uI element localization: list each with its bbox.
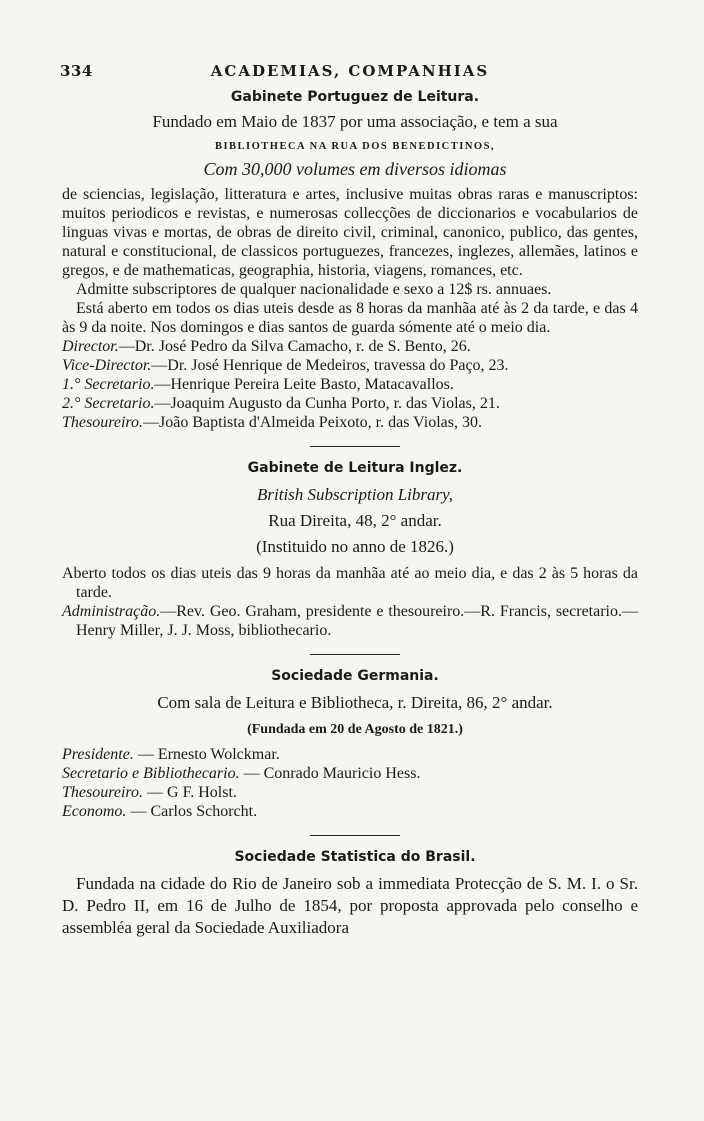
admin-names: —Rev. Geo. Graham, presidente e thesoureiro.—R. Francis, secretario.—Henry Miller, J. J. Moss, bibliothecario. <box>76 603 638 639</box>
officer-role: Vice-Director. <box>62 357 152 374</box>
officer-row <box>62 802 638 821</box>
admin-role: Administração. <box>62 603 161 620</box>
officer-row <box>62 356 638 375</box>
library-name: British Subscription Library, <box>257 485 453 504</box>
officer-role: 1.° Secretario. <box>62 376 155 393</box>
opening-hours: Aberto todos os dias uteis das 9 horas da manhãa até ao meio dia, e das 2 às 5 horas da tarde. <box>62 565 638 601</box>
page-number: 334 <box>60 62 93 80</box>
officer-role: Economo. <box>62 803 127 820</box>
section-title: Gabinete Portuguez de Leitura. <box>230 89 480 105</box>
library-address: Rua Direita, 48, 2° andar. <box>268 511 442 530</box>
officer-name: —Henrique Pereira Leite Basto, Matacavallos. <box>154 376 454 393</box>
officers-list <box>62 337 638 432</box>
officer-row <box>62 413 638 432</box>
officer-name: —Dr. José Henrique de Medeiros, travessa do Paço, 23. <box>151 357 509 374</box>
officer-name: — G F. Holst. <box>143 784 237 801</box>
section-sociedade-germania <box>62 667 638 821</box>
officer-name: —Dr. José Pedro da Silva Camacho, r. de S. Bento, 26. <box>118 338 471 355</box>
section-divider <box>310 446 400 447</box>
volumes-line: Com 30,000 volumes em diversos idiomas <box>203 159 507 179</box>
subscription-terms: Admitte subscriptores de qualquer nacionalidade e sexo a 12$ rs. annuaes. <box>76 281 552 298</box>
founding-line: Fundado em Maio de 1837 por uma associação, e tem a sua <box>152 112 558 131</box>
officer-row <box>62 764 638 783</box>
running-head: ACADEMIAS, COMPANHIAS <box>210 62 490 80</box>
officer-row <box>62 375 638 394</box>
officer-row <box>62 783 638 802</box>
officer-role: 2.° Secretario. <box>62 395 155 412</box>
officer-role: Thesoureiro. <box>62 414 144 431</box>
officer-name: —João Baptista d'Almeida Peixoto, r. das Violas, 30. <box>143 414 482 431</box>
page-content <box>62 88 638 939</box>
page-header <box>60 62 640 84</box>
section-title: Gabinete de Leitura Inglez. <box>247 460 463 476</box>
officer-role: Secretario e Bibliothecario. <box>62 765 240 782</box>
section-title: Sociedade Statistica do Brasil. <box>234 849 476 865</box>
founding-date: (Fundada em 20 de Agosto de 1821.) <box>247 722 463 737</box>
opening-hours: Está aberto em todos os dias uteis desde as 8 horas da manhãa até às 2 da tarde, e das 4 às 9 da noite. Nos domingos e dias santos de guarda sómente até o meio dia. <box>62 300 638 336</box>
officer-name: — Ernesto Wolckmar. <box>133 746 280 763</box>
section-gabinete-inglez <box>62 459 638 640</box>
officer-role: Director. <box>62 338 119 355</box>
library-description: de sciencias, legislação, litteratura e artes, inclusive muitas obras raras e manuscriptos: muitos periodicos e revistas, e numerosas collecções de diccionarios e vocabularios de linguas vivas e mortas, de obras de direito civil, criminal, canonico, publico, das gentes, natural e constitucional, de classicos portuguezes, francezes, inglezes, allemães, latinos e gregos, e de mathematicas, geographia, historia, viagens, romances, etc. <box>62 186 638 279</box>
officer-name: —Joaquim Augusto da Cunha Porto, r. das Violas, 21. <box>154 395 500 412</box>
library-location: BIBLIOTHECA NA RUA DOS BENEDICTINOS, <box>214 141 496 152</box>
officer-role: Presidente. <box>62 746 134 763</box>
officer-row <box>62 394 638 413</box>
reading-room-address: Com sala de Leitura e Bibliotheca, r. Direita, 86, 2° andar. <box>157 693 553 712</box>
officers-list <box>62 745 638 821</box>
section-sociedade-statistica <box>62 848 638 939</box>
section-divider <box>310 835 400 836</box>
officer-row <box>62 745 638 764</box>
officer-name: — Conrado Mauricio Hess. <box>239 765 421 782</box>
officer-row <box>62 337 638 356</box>
section-divider <box>310 654 400 655</box>
section-gabinete-portuguez <box>62 88 638 432</box>
founding-year: (Instituido no anno de 1826.) <box>256 537 454 556</box>
founding-description: Fundada na cidade do Rio de Janeiro sob a immediata Protecção de S. M. I. o Sr. D. Pedro II, em 16 de Julho de 1854, por proposta approvada pelo conselho e assembléa geral da Sociedade Auxiliadora <box>62 874 638 937</box>
officer-name: — Carlos Schorcht. <box>126 803 258 820</box>
officer-role: Thesoureiro. <box>62 784 144 801</box>
section-title: Sociedade Germania. <box>271 668 439 684</box>
administration <box>62 602 638 640</box>
